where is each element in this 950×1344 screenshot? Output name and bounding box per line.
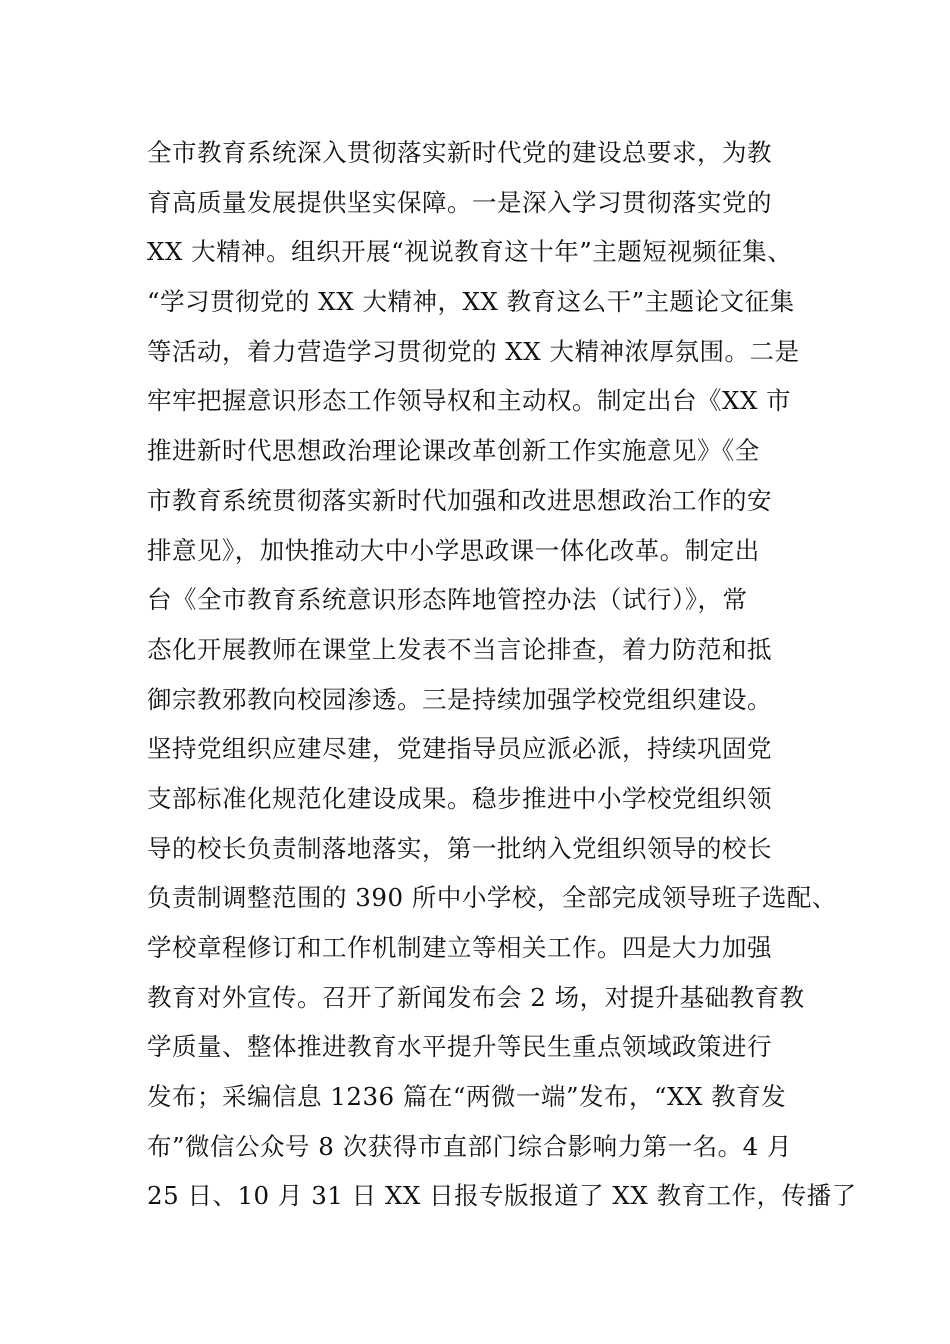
text-line-21: 布”微信公众号 8 次获得市直部门综合影响力第一名。4 月 [147,1131,793,1161]
text-line-8: 市教育系统贯彻落实新时代加强和改进思想政治工作的安 [147,485,772,515]
text-line-14: 支部标准化规范化建设成果。稳步推进中小学校党组织领 [147,783,772,813]
text-line-11: 态化开展教师在课堂上发表不当言论排查，着力防范和抵 [147,634,772,664]
text-line-2: 育高质量发展提供坚实保障。一是深入学习贯彻落实党的 [147,187,772,217]
text-line-13: 坚持党组织应建尽建，党建指导员应派必派，持续巩固党 [147,734,772,764]
text-line-10: 台《全市教育系统意识形态阵地管控办法（试行）》，常 [147,585,748,615]
text-line-18: 教育对外宣传。召开了新闻发布会 2 场，对提升基础教育教 [147,982,805,1012]
body-paragraph [147,128,857,1221]
text-line-19: 学质量、整体推进教育水平提升等民生重点领域政策进行 [147,1032,772,1062]
text-line-12: 御宗教邪教向校园渗透。三是持续加强学校党组织建设。 [147,684,772,714]
text-line-4: “学习贯彻党的 XX 大精神，XX 教育这么干”主题论文征集 [147,287,795,317]
text-line-16: 负责制调整范围的 390 所中小学校，全部完成领导班子选配、 [147,883,837,913]
text-line-5: 等活动，着力营造学习贯彻党的 XX 大精神浓厚氛围。二是 [147,336,800,366]
text-line-1: 全市教育系统深入贯彻落实新时代党的建设总要求，为教 [147,138,772,167]
text-line-22: 25 日、10 月 31 日 XX 日报专版报道了 XX 教育工作，传播了 [147,1181,857,1211]
text-line-9: 排意见》，加快推动大中小学思政课一体化改革。制定出 [147,535,760,565]
text-line-20: 发布；采编信息 1236 篇在“两微一端”发布，“XX 教育发 [147,1082,787,1112]
text-line-7: 推进新时代思想政治理论课改革创新工作实施意见》《全 [147,436,760,466]
text-line-3: XX 大精神。组织开展“视说教育这十年”主题短视频征集、 [147,237,793,267]
text-line-6: 牢牢把握意识形态工作领导权和主动权。制定出台《XX 市 [147,386,792,416]
text-line-15: 导的校长负责制落地落实，第一批纳入党组织领导的校长 [147,833,772,863]
text-line-17: 学校章程修订和工作机制建立等相关工作。四是大力加强 [147,933,772,962]
